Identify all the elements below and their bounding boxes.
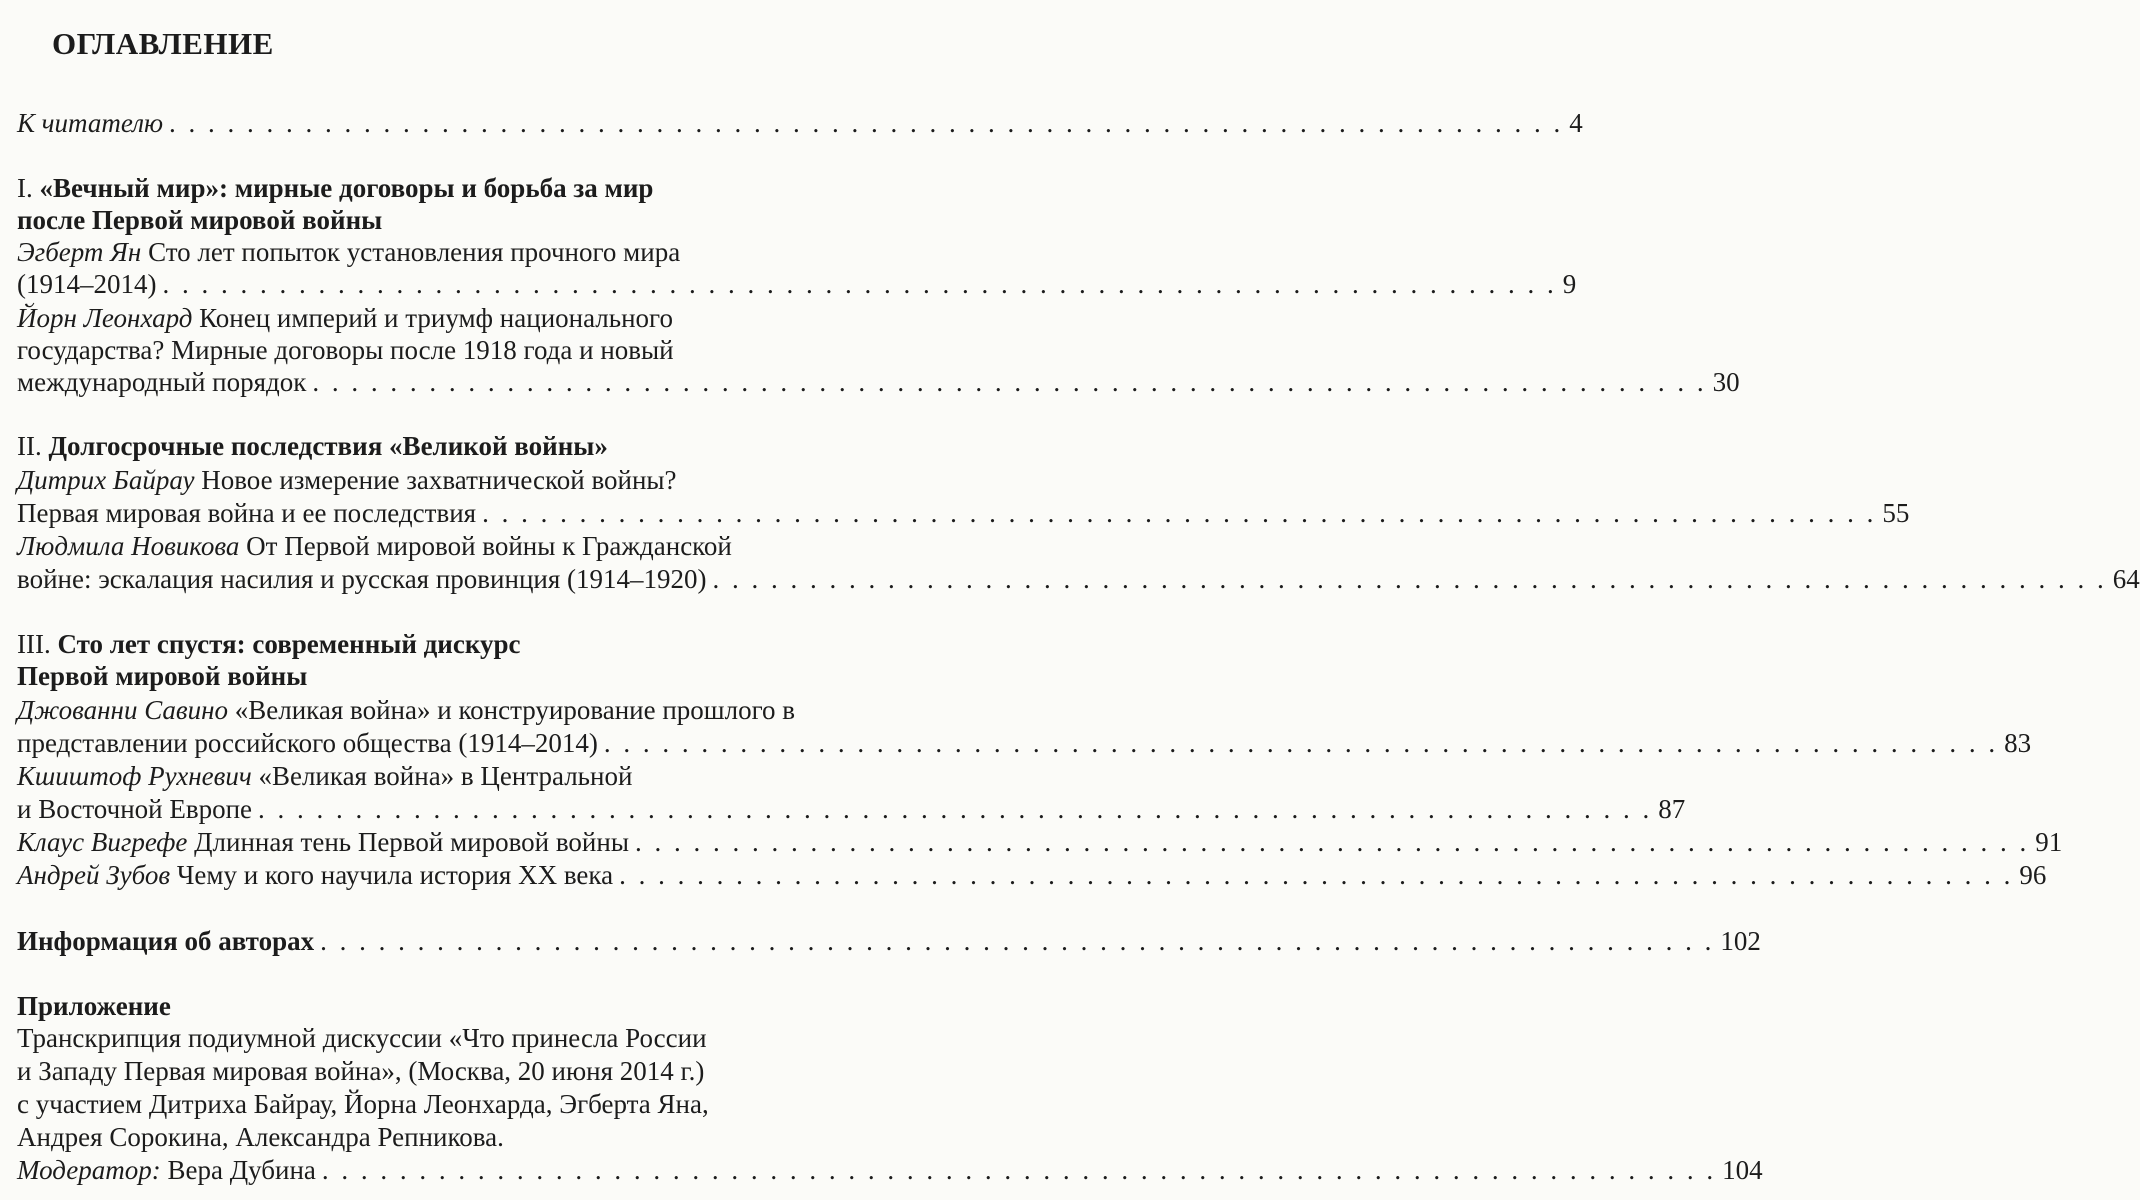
entry-author: Кшиштоф Рухневич bbox=[17, 761, 252, 791]
leader-dots: . . . . . . . . . . . . . . . . . . . . . . . . . . . . . . . . . . . . . . . . . . . . . . . . . . . . . . . . . . . . . . . . . . . . . . . . bbox=[258, 794, 1653, 824]
entry-author: Джованни Савино bbox=[17, 695, 229, 725]
entry-title: и Восточной Европе bbox=[17, 794, 253, 824]
leader-dots: . . . . . . . . . . . . . . . . . . . . . . . . . . . . . . . . . . . . . . . . . . . . . . . . . . . . . . . . . . . . . . . . . . . . . . . . bbox=[169, 108, 1564, 138]
appendix-text-line[interactable]: Андрея Сорокина, Александра Репникова. bbox=[17, 1122, 504, 1152]
leader-dots: . . . . . . . . . . . . . . . . . . . . . . . . . . . . . . . . . . . . . . . . . . . . . . . . . . . . . . . . . . . . . . . . . . . . . . . . bbox=[603, 728, 1999, 758]
entry-title: международный порядок bbox=[17, 367, 307, 397]
leader-dots: . . . . . . . . . . . . . . . . . . . . . . . . . . . . . . . . . . . . . . . . . . . . . . . . . . . . . . . . . . . . . . . . . . . . . . . . bbox=[482, 498, 1877, 528]
section-heading-2 bbox=[17, 430, 847, 462]
entry-author: Андрей Зубов bbox=[17, 860, 171, 890]
section-heading-3 bbox=[17, 628, 847, 660]
leader-dots: . . . . . . . . . . . . . . . . . . . . . . . . . . . . . . . . . . . . . . . . . . . . . . . . . . . . . . . . . . . . . . . . . . . . . . . . bbox=[320, 926, 1715, 956]
entry-title[interactable]: государства? Мирные договоры после 1918 года и новый bbox=[17, 335, 674, 365]
toc-entry-line[interactable] bbox=[17, 366, 1740, 398]
appendix-text-line[interactable]: Транскрипция подиумной дискуссии «Что принесла России bbox=[17, 1023, 707, 1053]
toc-entry-line[interactable] bbox=[17, 464, 847, 496]
entry-author: Клаус Вигрефе bbox=[17, 827, 188, 857]
toc-entry-line[interactable] bbox=[17, 236, 847, 268]
appendix-text-line[interactable]: и Западу Первая мировая война», (Москва, 20 июня 2014 г.) bbox=[17, 1056, 705, 1086]
toc-entry-line[interactable] bbox=[17, 826, 2063, 858]
page-number: 104 bbox=[1722, 1155, 1763, 1185]
toc-entry-line[interactable] bbox=[17, 497, 1910, 529]
leader-dots: . . . . . . . . . . . . . . . . . . . . . . . . . . . . . . . . . . . . . . . . . . . . . . . . . . . . . . . . . . . . . . . . . . . . . . . . bbox=[634, 827, 2030, 857]
page-number: 55 bbox=[1882, 498, 1910, 528]
entry-title: Чему и кого научила история XX века bbox=[170, 860, 614, 890]
appendix-heading: Приложение bbox=[17, 991, 171, 1021]
section-title: Сто лет спустя: современный дискурс bbox=[57, 629, 521, 659]
toc-entry-line[interactable] bbox=[17, 268, 1577, 300]
entry-author: Людмила Новикова bbox=[17, 531, 240, 561]
toc-entry-line[interactable] bbox=[17, 727, 2032, 759]
entry-author: Йорн Леонхард bbox=[17, 303, 193, 333]
page-number: 91 bbox=[2035, 827, 2063, 857]
toc-entry-line[interactable] bbox=[17, 530, 847, 562]
leader-dots: . . . . . . . . . . . . . . . . . . . . . . . . . . . . . . . . . . . . . . . . . . . . . . . . . . . . . . . . . . . . . . . . . . . . . . . . bbox=[321, 1155, 1717, 1185]
entry-title: Сто лет попыток установления прочного мира bbox=[141, 237, 681, 267]
page-number: 87 bbox=[1658, 794, 1686, 824]
leader-dots: . . . . . . . . . . . . . . . . . . . . . . . . . . . . . . . . . . . . . . . . . . . . . . . . . . . . . . . . . . . . . . . . . . . . . . . . bbox=[162, 269, 1557, 299]
toc-entry-moderator[interactable] bbox=[17, 1154, 1763, 1186]
entry-title: От Первой мировой войны к Гражданской bbox=[239, 531, 732, 561]
entry-title: представлении российского общества (1914–2014) bbox=[17, 728, 598, 758]
section-heading-1 bbox=[17, 172, 847, 204]
authors-info-label: Информация об авторах bbox=[17, 926, 315, 956]
page-number: 9 bbox=[1562, 269, 1577, 299]
page-number: 4 bbox=[1569, 108, 1583, 138]
section-heading-3-cont: Первой мировой войны bbox=[17, 661, 308, 691]
section-numeral: III. bbox=[17, 629, 51, 659]
page-number: 83 bbox=[2004, 728, 2032, 758]
section-numeral: I. bbox=[17, 173, 33, 203]
entry-title: войне: эскалация насилия и русская провинция (1914–1920) bbox=[17, 564, 707, 594]
leader-dots: . . . . . . . . . . . . . . . . . . . . . . . . . . . . . . . . . . . . . . . . . . . . . . . . . . . . . . . . . . . . . . . . . . . . . . . . bbox=[619, 860, 2014, 890]
section-numeral: II. bbox=[17, 431, 42, 461]
entry-title: Конец империй и триумф национального bbox=[192, 303, 673, 333]
appendix-text-line[interactable]: с участием Дитриха Байрау, Йорна Леонхарда, Эгберта Яна, bbox=[17, 1089, 709, 1119]
entry-title: «Великая война» и конструирование прошлого в bbox=[228, 695, 795, 725]
toc-entry-foreword[interactable] bbox=[17, 107, 1583, 139]
page-title: ОГЛАВЛЕНИЕ bbox=[52, 26, 274, 61]
section-heading-1-cont: после Первой мировой войны bbox=[17, 205, 383, 235]
page-number: 96 bbox=[2019, 860, 2047, 890]
toc-entry-line[interactable] bbox=[17, 760, 847, 792]
toc-entry-line[interactable] bbox=[17, 793, 1686, 825]
foreword-label: К читателю bbox=[17, 108, 164, 138]
entry-author: Эгберт Ян bbox=[17, 237, 142, 267]
toc-entry-line[interactable] bbox=[17, 563, 2140, 595]
entry-title: Длинная тень Первой мировой войны bbox=[187, 827, 629, 857]
entry-title: Новое измерение захватнической войны? bbox=[194, 465, 677, 495]
leader-dots: . . . . . . . . . . . . . . . . . . . . . . . . . . . . . . . . . . . . . . . . . . . . . . . . . . . . . . . . . . . . . . . . . . . . . . . . bbox=[312, 367, 1707, 397]
entry-title: (1914–2014) bbox=[17, 269, 157, 299]
entry-title: «Великая война» в Центральной bbox=[251, 761, 633, 791]
moderator-label: Модератор: bbox=[17, 1155, 161, 1185]
entry-title: Первая мировая война и ее последствия bbox=[17, 498, 477, 528]
page-number: 64 bbox=[2112, 564, 2140, 594]
toc-entry-line[interactable] bbox=[17, 694, 847, 726]
page-number: 102 bbox=[1720, 926, 1761, 956]
page-number: 30 bbox=[1712, 367, 1740, 397]
toc-entry-line[interactable] bbox=[17, 859, 2047, 891]
leader-dots: . . . . . . . . . . . . . . . . . . . . . . . . . . . . . . . . . . . . . . . . . . . . . . . . . . . . . . . . . . . . . . . . . . . . . . . . bbox=[712, 564, 2107, 594]
toc-entry-authors-info[interactable] bbox=[17, 925, 1761, 957]
section-title: Долгосрочные последствия «Великой войны» bbox=[48, 431, 608, 461]
entry-author: Дитрих Байрау bbox=[17, 465, 195, 495]
toc-entry-line[interactable] bbox=[17, 302, 847, 334]
moderator-name: Вера Дубина bbox=[160, 1155, 316, 1185]
section-title: «Вечный мир»: мирные договоры и борьба за мир bbox=[39, 173, 654, 203]
